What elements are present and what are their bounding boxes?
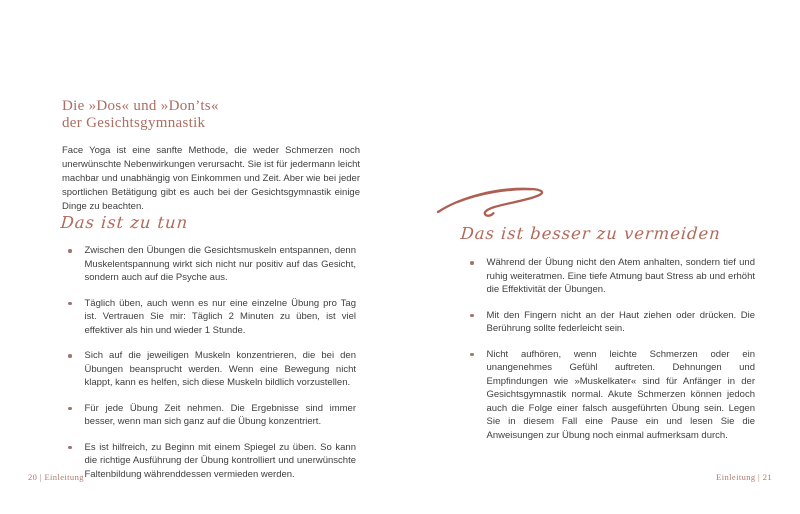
list-item-text: Nicht aufhören, wenn leichte Schmerzen oder ein unangenehmes Gefühl auftreten. Dehnungen und Empfindungen wie »Muskelkater« sind für Anfänger in der Gesichtsgymnastik normal. Akute Schmerzen können jedoch auch die Folge einer falsch ausgeführten Übung sein. Legen Sie in diesem Fall eine Pause ein und lesen Sie die Anweisungen zur Übung noch einmal aufmerksam durch.: [486, 348, 755, 441]
list-item: [468, 256, 755, 297]
list-item-text: Zwischen den Übungen die Gesichtsmuskeln entspannen, denn Muskelentspannung wirkt sich nicht nur positiv auf das Gesicht, sondern auch auf die Psyche aus.: [84, 245, 356, 283]
list-item-text: Sich auf die jeweiligen Muskeln konzentrieren, die bei den Übungen beansprucht werden. Wenn eine Bewegung nicht klappt, kann es helfen, sich diese Muskeln bildlich vorzustellen.: [84, 350, 356, 388]
bullet-icon: [68, 249, 72, 253]
section-heading-dos: Das ist zu tun: [60, 213, 189, 232]
list-item-text: Mit den Fingern nicht an der Haut ziehen oder drücken. Die Berührung sollte federleicht sein.: [486, 309, 755, 334]
list-item-text: Es ist hilfreich, zu Beginn mit einem Spiegel zu üben. So kann die richtige Ausführung der Übung kontrolliert und unerwünschte Faltenbildung währenddessen vermieden werden.: [84, 441, 356, 480]
bullet-icon: [68, 407, 72, 411]
list-item: [468, 309, 755, 336]
bullet-icon: [68, 302, 72, 306]
intro-paragraph: Face Yoga ist eine sanfte Methode, die weder Schmerzen noch unerwünschte Nebenwirkungen verursacht. Sie ist für jedermann leicht machbar und unabhängig von Einkommen und Zeit. Aber wie bei jeder sportlichen Betätigung gibt es auch bei der Gesichtsgymnastik einige Dinge zu beachten.: [62, 145, 360, 212]
list-item: [468, 348, 755, 443]
footer-left: 20 | Einleitung: [28, 472, 84, 482]
list-item: [66, 441, 356, 482]
bullet-icon: [470, 261, 474, 265]
chapter-title: [62, 98, 322, 132]
list-item: [66, 244, 356, 285]
list-item: [66, 349, 356, 390]
section-heading-donts: Das ist besser zu vermeiden: [460, 224, 722, 243]
list-item-text: Täglich üben, auch wenn es nur eine einzelne Übung pro Tag ist. Vertrauen Sie mir: Täglich 2 Minuten zu üben, ist viel effektiver als hin und wieder 1 Stunde.: [84, 297, 356, 336]
bullet-icon: [470, 353, 474, 357]
footer-right: Einleitung | 21: [716, 472, 772, 482]
list-item-text: Für jede Übung Zeit nehmen. Die Ergebnisse sind immer besser, wenn man sich ganz auf die Übung konzentriert.: [84, 402, 356, 427]
donts-list: [468, 256, 755, 454]
bullet-icon: [68, 446, 72, 450]
list-item-text: Während der Übung nicht den Atem anhalten, sondern tief und ruhig weiteratmen. Eine tiefe Atmung baut Stress ab und erhöht die Effektivität der Übungen.: [486, 257, 755, 295]
bullet-icon: [470, 314, 474, 318]
bullet-icon: [68, 354, 72, 358]
chapter-title-line1: Die »Dos« und »Don’ts«: [62, 98, 219, 115]
dos-list: [66, 244, 356, 493]
chapter-title-line2: der Gesichtsgymnastik: [62, 115, 206, 132]
list-item: [66, 402, 356, 429]
list-item: [66, 297, 356, 338]
brush-swoosh-icon: [435, 182, 551, 220]
